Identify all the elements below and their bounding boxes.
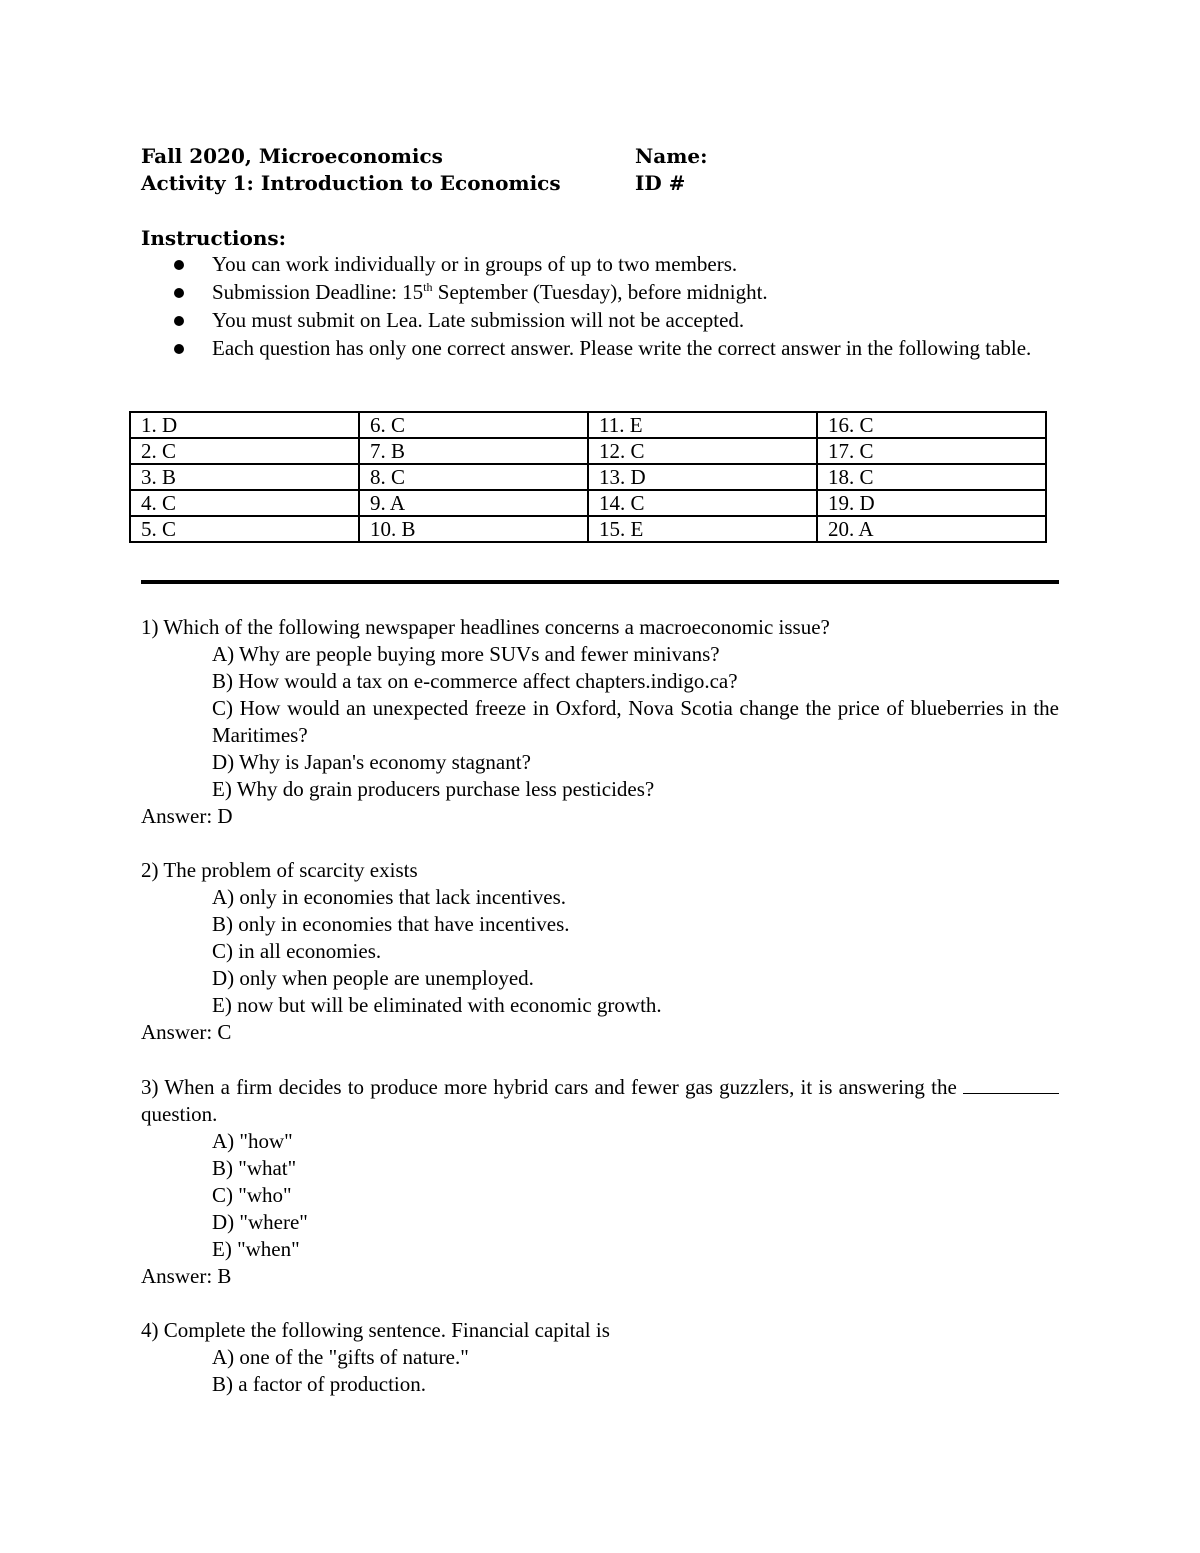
answer-option: B) "what" [212,1156,297,1180]
question-3 [141,1073,1059,1290]
answer-row [130,438,1046,464]
answer-row [130,464,1046,490]
id-label: ID # [635,171,686,195]
answer-option: E) "when" [212,1237,300,1261]
answer-option: E) now but will be eliminated with economic growth. [212,993,662,1017]
answer-option: B) a factor of production. [212,1372,427,1396]
instruction-item [141,251,1059,278]
question-1 [141,614,1059,830]
question-2 [141,857,1059,1046]
instruction-text: Each question has only one correct answer. Please write the correct answer in the following table. [212,336,1032,360]
answer-cell: 15. E [588,516,817,542]
answer-option: A) Why are people buying more SUVs and fewer minivans? [212,642,720,666]
question-4 [141,1317,1059,1398]
answer-cell: 19. D [817,490,1046,516]
answer-cell: 18. C [817,464,1046,490]
answer-cell: 11. E [588,412,817,438]
answer-option: C) How would an unexpected freeze in Oxford, Nova Scotia change the price of blueberries in the Maritimes? [212,696,1059,747]
instruction-item [141,307,1059,334]
answer-option: E) Why do grain producers purchase less pesticides? [212,777,655,801]
question-stem: 4) Complete the following sentence. Financial capital is [141,1318,610,1342]
answer-option: A) "how" [212,1129,293,1153]
instruction-item [141,279,1059,306]
course-title: Fall 2020, Microeconomics [141,144,443,168]
activity-title: Activity 1: Introduction to Economics [141,171,561,195]
answer-option: D) Why is Japan's economy stagnant? [212,750,531,774]
answer-option: C) "who" [212,1183,292,1207]
instructions-title: Instructions: [141,226,287,250]
answer-option: B) How would a tax on e-commerce affect chapters.indigo.ca? [212,669,738,693]
answer-cell: 3. B [130,464,359,490]
answer-cell: 9. A [359,490,588,516]
answer-cell: 1. D [130,412,359,438]
answer-cell: 4. C [130,490,359,516]
answer-option: A) one of the "gifts of nature." [212,1345,469,1369]
answer-row [130,412,1046,438]
instruction-text: You can work individually or in groups of up to two members. [212,252,738,276]
answer-cell: 14. C [588,490,817,516]
answer-cell: 13. D [588,464,817,490]
questions-section [141,614,1059,1425]
answer-cell: 16. C [817,412,1046,438]
ordinal-suffix: th [423,280,433,294]
bullet-icon [174,288,184,298]
answer-cell: 5. C [130,516,359,542]
instruction-text: Submission Deadline: 15 [212,280,424,304]
instructions-list [141,251,1059,363]
bullet-icon [174,344,184,354]
answer-cell: 20. A [817,516,1046,542]
question-stem-text: 3) When a firm decides to produce more hybrid cars and fewer gas guzzlers, it is answering the [141,1075,963,1099]
answer-row [130,490,1046,516]
answer-option: C) in all economies. [212,939,382,963]
question-stem-text: question. [141,1102,218,1126]
answer-table [129,411,1047,543]
question-answer: Answer: C [141,1020,232,1044]
answer-option: D) "where" [212,1210,308,1234]
question-answer: Answer: D [141,804,233,828]
instruction-text: You must submit on Lea. Late submission will not be accepted. [212,308,745,332]
bullet-icon [174,260,184,270]
answer-cell: 17. C [817,438,1046,464]
answer-option: A) only in economies that lack incentives. [212,885,566,909]
answer-cell: 6. C [359,412,588,438]
answer-cell: 10. B [359,516,588,542]
question-stem: 1) Which of the following newspaper headlines concerns a macroeconomic issue? [141,615,830,639]
question-stem: 2) The problem of scarcity exists [141,858,418,882]
name-label: Name: [635,144,708,168]
answer-cell: 7. B [359,438,588,464]
bullet-icon [174,316,184,326]
instruction-text: September (Tuesday), before midnight. [432,280,768,304]
answer-option: B) only in economies that have incentives. [212,912,570,936]
question-answer: Answer: B [141,1264,232,1288]
answer-cell: 12. C [588,438,817,464]
question-stem [141,1073,1059,1128]
answer-cell: 8. C [359,464,588,490]
section-divider [141,580,1059,584]
fill-in-blank [963,1073,1059,1094]
instruction-item [141,335,1059,362]
answer-cell: 2. C [130,438,359,464]
answer-row [130,516,1046,542]
answer-option: D) only when people are unemployed. [212,966,534,990]
